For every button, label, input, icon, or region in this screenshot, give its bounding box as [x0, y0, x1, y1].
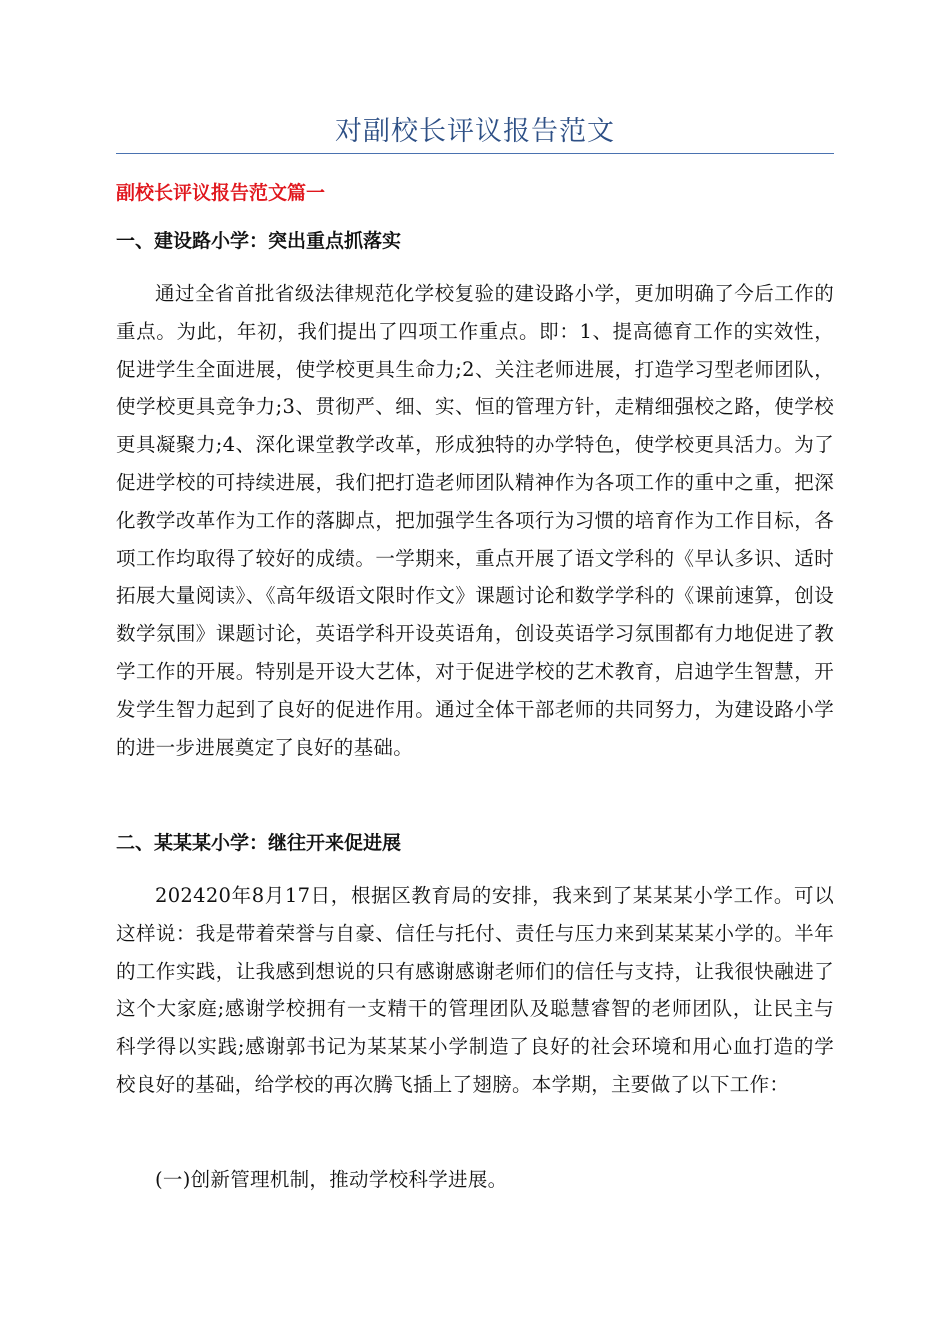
document-title: 对副校长评议报告范文 — [335, 116, 615, 147]
paragraph-1: 通过全省首批省级法律规范化学校复验的建设路小学，更加明确了今后工作的重点。为此，年初，我们提出了四项工作重点。即：1、提高德育工作的实效性，促进学生全面进展，使学校更具生命力;2、关注老师进展，打造学习型老师团队，使学校更具竞争力;3、贯彻严、细、实、恒的管理方针，走精细强校之路，使学校更具凝聚力;4、深化课堂教学改革，形成独特的办学特色，使学校更具活力。为了促进学校的可持续进展，我们把打造老师团队精神作为各项工作的重中之重，把深化教学改革作为工作的落脚点，把加强学生各项行为习惯的培育作为工作目标，各项工作均取得了较好的成绩。一学期来，重点开展了语文学科的《早认多识、适时拓展大量阅读》、《高年级语文限时作文》课题讨论和数学学科的《课前速算，创设数学氛围》课题讨论，英语学科开设英语角，创设英语学习氛围都有力地促进了教学工作的开展。特别是开设大艺体，对于促进学校的艺术教育，启迪学生智慧，开发学生智力起到了良好的促进作用。通过全体干部老师的共同努力，为建设路小学的进一步进展奠定了良好的基础。 — [116, 282, 834, 759]
paragraph-2: 202420年8月17日，根据区教育局的安排，我来到了某某某小学工作。可以这样说：我是带着荣誉与自豪、信任与托付、责任与压力来到某某某小学的。半年的工作实践，让我感到想说的只有感谢感谢老师们的信任与支持，让我很快融进了这个大家庭;感谢学校拥有一支精干的管理团队及聪慧睿智的老师团队，让民主与科学得以实践;感谢郭书记为某某某小学制造了良好的社会环境和用心血打造的学校良好的基础，给学校的再次腾飞插上了翅膀。本学期，主要做了以下工作： — [116, 884, 834, 1096]
section-heading: 副校长评议报告范文篇一 — [116, 182, 326, 204]
subheading-jiansheelu: 一、建设路小学：突出重点抓落实 — [116, 230, 402, 252]
paragraph-3: (一)创新管理机制，推动学校科学进展。 — [155, 1168, 508, 1191]
subheading-moumoumou: 二、某某某小学：继往开来促进展 — [116, 832, 402, 854]
title-divider — [116, 153, 834, 154]
